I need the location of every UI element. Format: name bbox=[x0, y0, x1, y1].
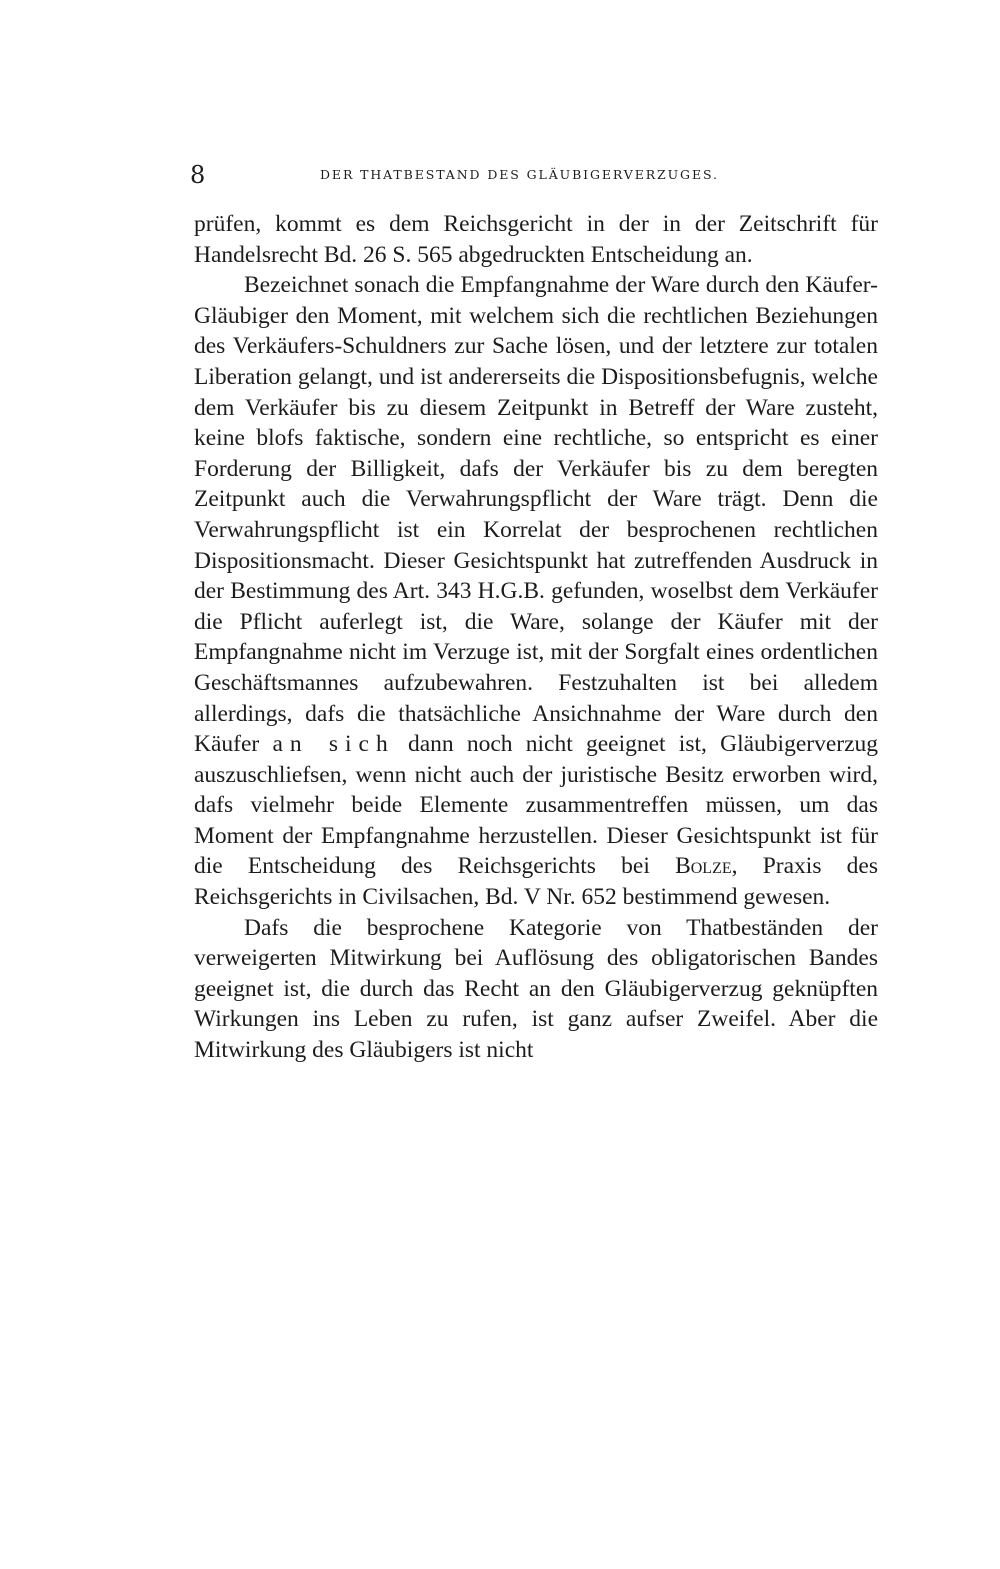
running-head bbox=[190, 160, 880, 190]
paragraph-2-part-c: , Praxis des Reichsgerichts in Civilsachen, Bd. V Nr. 652 bestimmend gewesen. bbox=[194, 853, 879, 911]
paragraph-2-part-b: dann noch nicht geeignet ist, Gläubigerverzug auszuschliefsen, wenn nicht auch der juristische Besitz erworben wird, dafs vielmehr beide Elemente zusammentreffen müssen, um das Moment der Empfangnahme herzustellen. Dieser Gesichtspunkt ist für die Entscheidung des Reichsgerichts bei bbox=[194, 731, 879, 880]
page-number: 8 bbox=[190, 161, 206, 189]
paragraph-3: Dafs die besprochene Kategorie von Thatbeständen der verweigerten Mitwirkung bei Auflösung des obligatorischen Bandes geeignet ist, die durch das Recht an den Gläubigerverzug geknüpften Wirkungen ins Leben zu rufen, ist ganz aufser Zweifel. Aber die Mitwirkung des Gläubigers ist nicht bbox=[194, 914, 878, 1064]
emphasis-spaced: an sich bbox=[272, 731, 395, 758]
paragraph-2-part-a: Bezeichnet sonach die Empfangnahme der Ware durch den Käufer-Gläubiger den Moment, mit welchem sich die rechtlichen Beziehungen des Verkäufers-Schuldners zur Sache lösen, und der letztere zur totalen Liberation gelangt, und ist andererseits die Dispositionsbefugnis, welche dem Verkäufer bis zu diesem Zeitpunkt in Betreff der Ware zusteht, keine blofs faktische, sondern eine rechtliche, so entspricht es einer Forderung der Billigkeit, dafs der Verkäufer bis zu dem beregten Zeitpunkt auch die Verwahrungspflicht der Ware trägt. Denn die Verwahrungspflicht ist ein Korrelat der besprochenen rechtlichen Dispositionsmacht. Dieser Gesichtspunkt hat zutreffenden Ausdruck in der Bestimmung des Art. 343 H.G.B. gefunden, woselbst dem Verkäufer die Pflicht auferlegt ist, die Ware, solange der Käufer mit der Empfangnahme nicht im Verzuge ist, mit der Sorgfalt eines ordentlichen Geschäftsmannes aufzubewahren. Festzuhalten ist bei alledem allerdings, dafs die thatsächliche Ansichnahme der Ware durch den Käufer bbox=[194, 272, 878, 758]
author-name: Bolze bbox=[675, 853, 732, 880]
body-text bbox=[194, 209, 878, 1066]
running-title: DER THATBESTAND DES GLÄUBIGERVERZUGES. bbox=[320, 167, 719, 182]
paragraph-1: prüfen, kommt es dem Reichsgericht in der in der Zeitschrift für Handelsrecht Bd. 26 S. 565 abgedruckten Entscheidung an. bbox=[194, 211, 878, 268]
paragraph-2 bbox=[194, 270, 878, 912]
